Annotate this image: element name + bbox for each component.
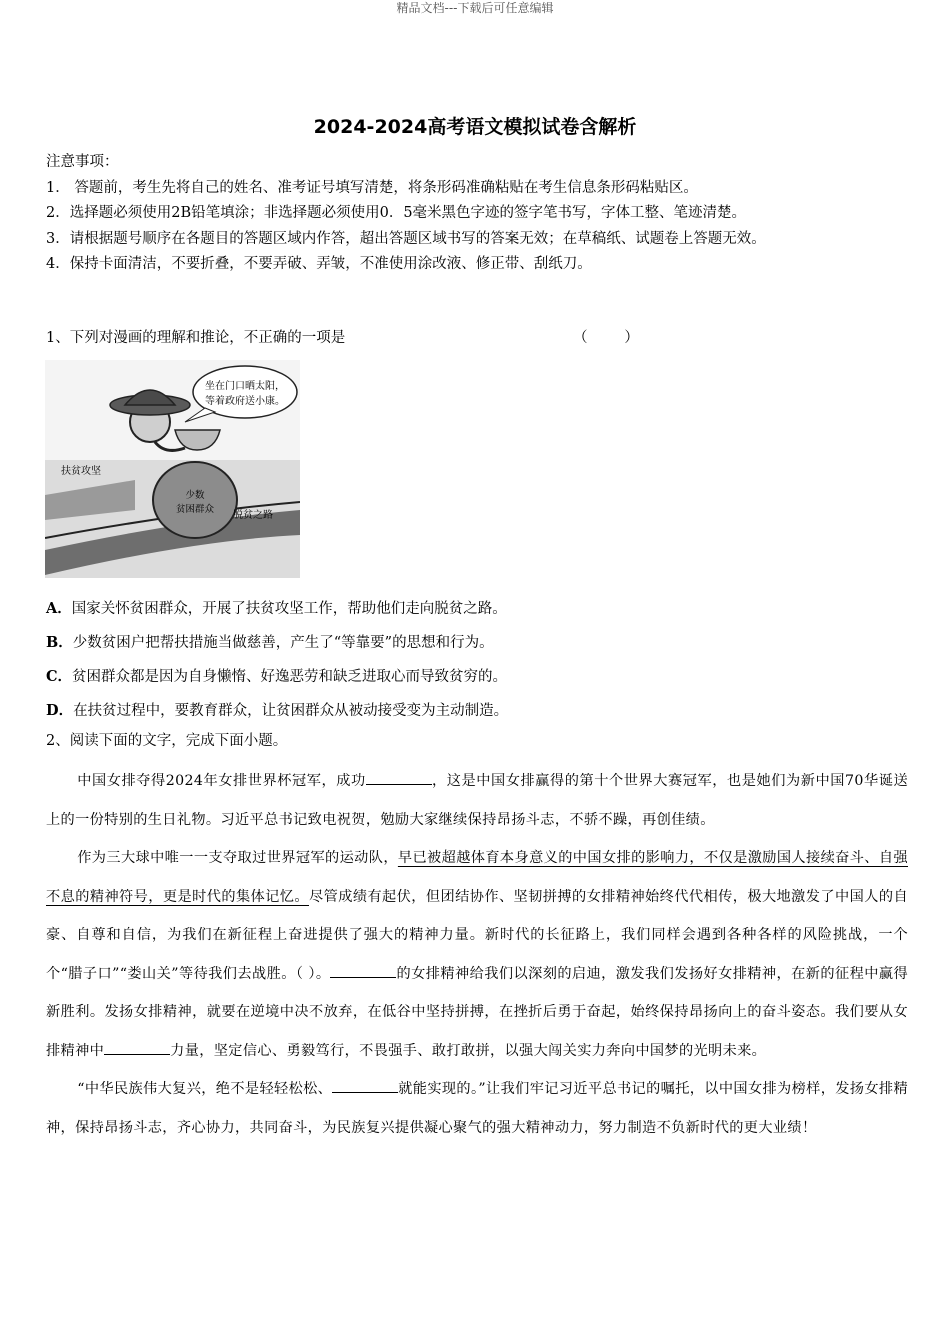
underlined-sentence: 早已被超越体育本身意义的中国女排的影响力，不仅是激励国人接续奋斗、自强不息的精神符号，更是时代的集体记忆。 (46, 850, 908, 905)
page-title: 2024-2024高考语文模拟试卷含解析 (313, 116, 637, 138)
notice-section (46, 150, 926, 278)
speech-line-2: 等着政府送小康。 (205, 396, 285, 407)
passage-text: 尽管成绩有起伏，但团结协作、坚韧拼搏的女排精神始终代代相传，极大地激发了中国人的自豪、自尊和自信，为我们在新征程上奋进提供了强大的精神力量。新时代的长征路上，我们同样会遇到各种各样的风险挑战，一个个“腊子口”“娄山关”等待我们去战胜。（ ）。 (46, 888, 908, 982)
cartoon-image (45, 360, 300, 578)
option-text: 国家关怀贫困群众，开展了扶贫攻坚工作，帮助他们走向脱贫之路。 (71, 601, 507, 617)
passage-text: “中华民族伟大复兴，绝不是轻轻松松、 (77, 1081, 333, 1097)
passage-paragraph-3 (46, 1070, 908, 1147)
option-b (46, 626, 508, 660)
passage-paragraph-2 (46, 839, 908, 1070)
option-text: 少数贫困户把帮扶措施当做慈善，产生了“等靠要”的思想和行为。 (72, 635, 494, 651)
option-a (46, 592, 508, 626)
option-text: 在扶贫过程中，要教育群众，让贫困群众从被动接受变为主动制造。 (73, 703, 509, 719)
option-key: A． (46, 600, 72, 617)
question-1-text: 1、下列对漫画的理解和推论，不正确的一项是 (46, 330, 346, 346)
speech-line-1: 坐在门口晒太阳， (205, 381, 285, 392)
label-fupin: 扶贫攻坚 (61, 466, 101, 477)
fill-blank (366, 772, 432, 785)
fill-blank (332, 1080, 398, 1093)
passage-text: 就能实现的。”让我们牢记习近平总书记的嘱托，以中国女排为榜样，发扬女排精神，保持昂扬斗志，齐心协力，共同奋斗，为民族复兴提供凝心聚气的强大精神动力，努力制造不负新时代的更大业绩！ (46, 1081, 908, 1136)
label-road: 脱贫之路 (233, 510, 273, 521)
notice-item: 2．选择题必须使用2B铅笔填涂；非选择题必须使用0．5毫米黑色字迹的签字笔书写，字体工整、笔迹清楚。 (46, 205, 747, 221)
notice-item: 3．请根据题号顺序在各题目的答题区域内作答，超出答题区域书写的答案无效；在草稿纸、试题卷上答题无效。 (46, 230, 766, 247)
notice-item: 1． 答题前，考生先将自己的姓名、准考证号填写清楚，将条形码准确粘贴在考生信息条形码粘贴区。 (46, 179, 698, 196)
notice-item: 4．保持卡面清洁，不要折叠，不要弄破、弄皱，不准使用涂改液、修正带、刮纸刀。 (46, 256, 592, 272)
passage-text: 中国女排夺得2024年女排世界杯冠军，成功 (77, 773, 366, 789)
option-key: B． (46, 634, 73, 651)
label-body-1: 少数 (185, 490, 205, 501)
question-1-options (46, 592, 508, 728)
option-c (46, 660, 508, 694)
header-note: 精品文档---下载后可任意编辑 (396, 1, 554, 15)
option-d (46, 694, 508, 728)
option-key: C． (46, 668, 73, 685)
answer-parenthesis: （ ） (573, 330, 639, 346)
fill-blank (330, 965, 396, 978)
label-body-2: 贫困群众 (175, 504, 215, 515)
passage-paragraph-1 (46, 762, 908, 839)
passage-text: 作为三大球中唯一一支夺取过世界冠军的运动队， (77, 850, 398, 866)
passage-text: 的女排精神给我们以深刻的启迪，激发我们发扬好女排精神，在新的征程中赢得新胜利。发扬女排精神，就要在逆境中决不放弃，在低谷中坚持拼搏，在挫折后勇于奋起，始终保持昂扬向上的奋斗姿态。我们要从女排精神中 (46, 965, 908, 1059)
question-1-stem (46, 326, 639, 347)
option-text: 贫困群众都是因为自身懒惰、好逸恶劳和缺乏进取心而导致贫穷的。 (72, 669, 508, 685)
notice-heading: 注意事项： (46, 154, 119, 170)
question-2-stem: 2、阅读下面的文字，完成下面小题。 (46, 733, 288, 749)
reading-passage (46, 762, 908, 1147)
option-key: D． (46, 702, 74, 719)
fill-blank (104, 1042, 170, 1055)
passage-text: 力量，坚定信心、勇毅笃行，不畏强手、敢打敢拼，以强大闯关实力奔向中国梦的光明未来。 (170, 1042, 767, 1059)
passage-text: ，这是中国女排赢得的第十个世界大赛冠军，也是她们为新中国70华诞送上的一份特别的生日礼物。习近平总书记致电祝贺，勉励大家继续保持昂扬斗志，不骄不躁，再创佳绩。 (46, 773, 908, 828)
